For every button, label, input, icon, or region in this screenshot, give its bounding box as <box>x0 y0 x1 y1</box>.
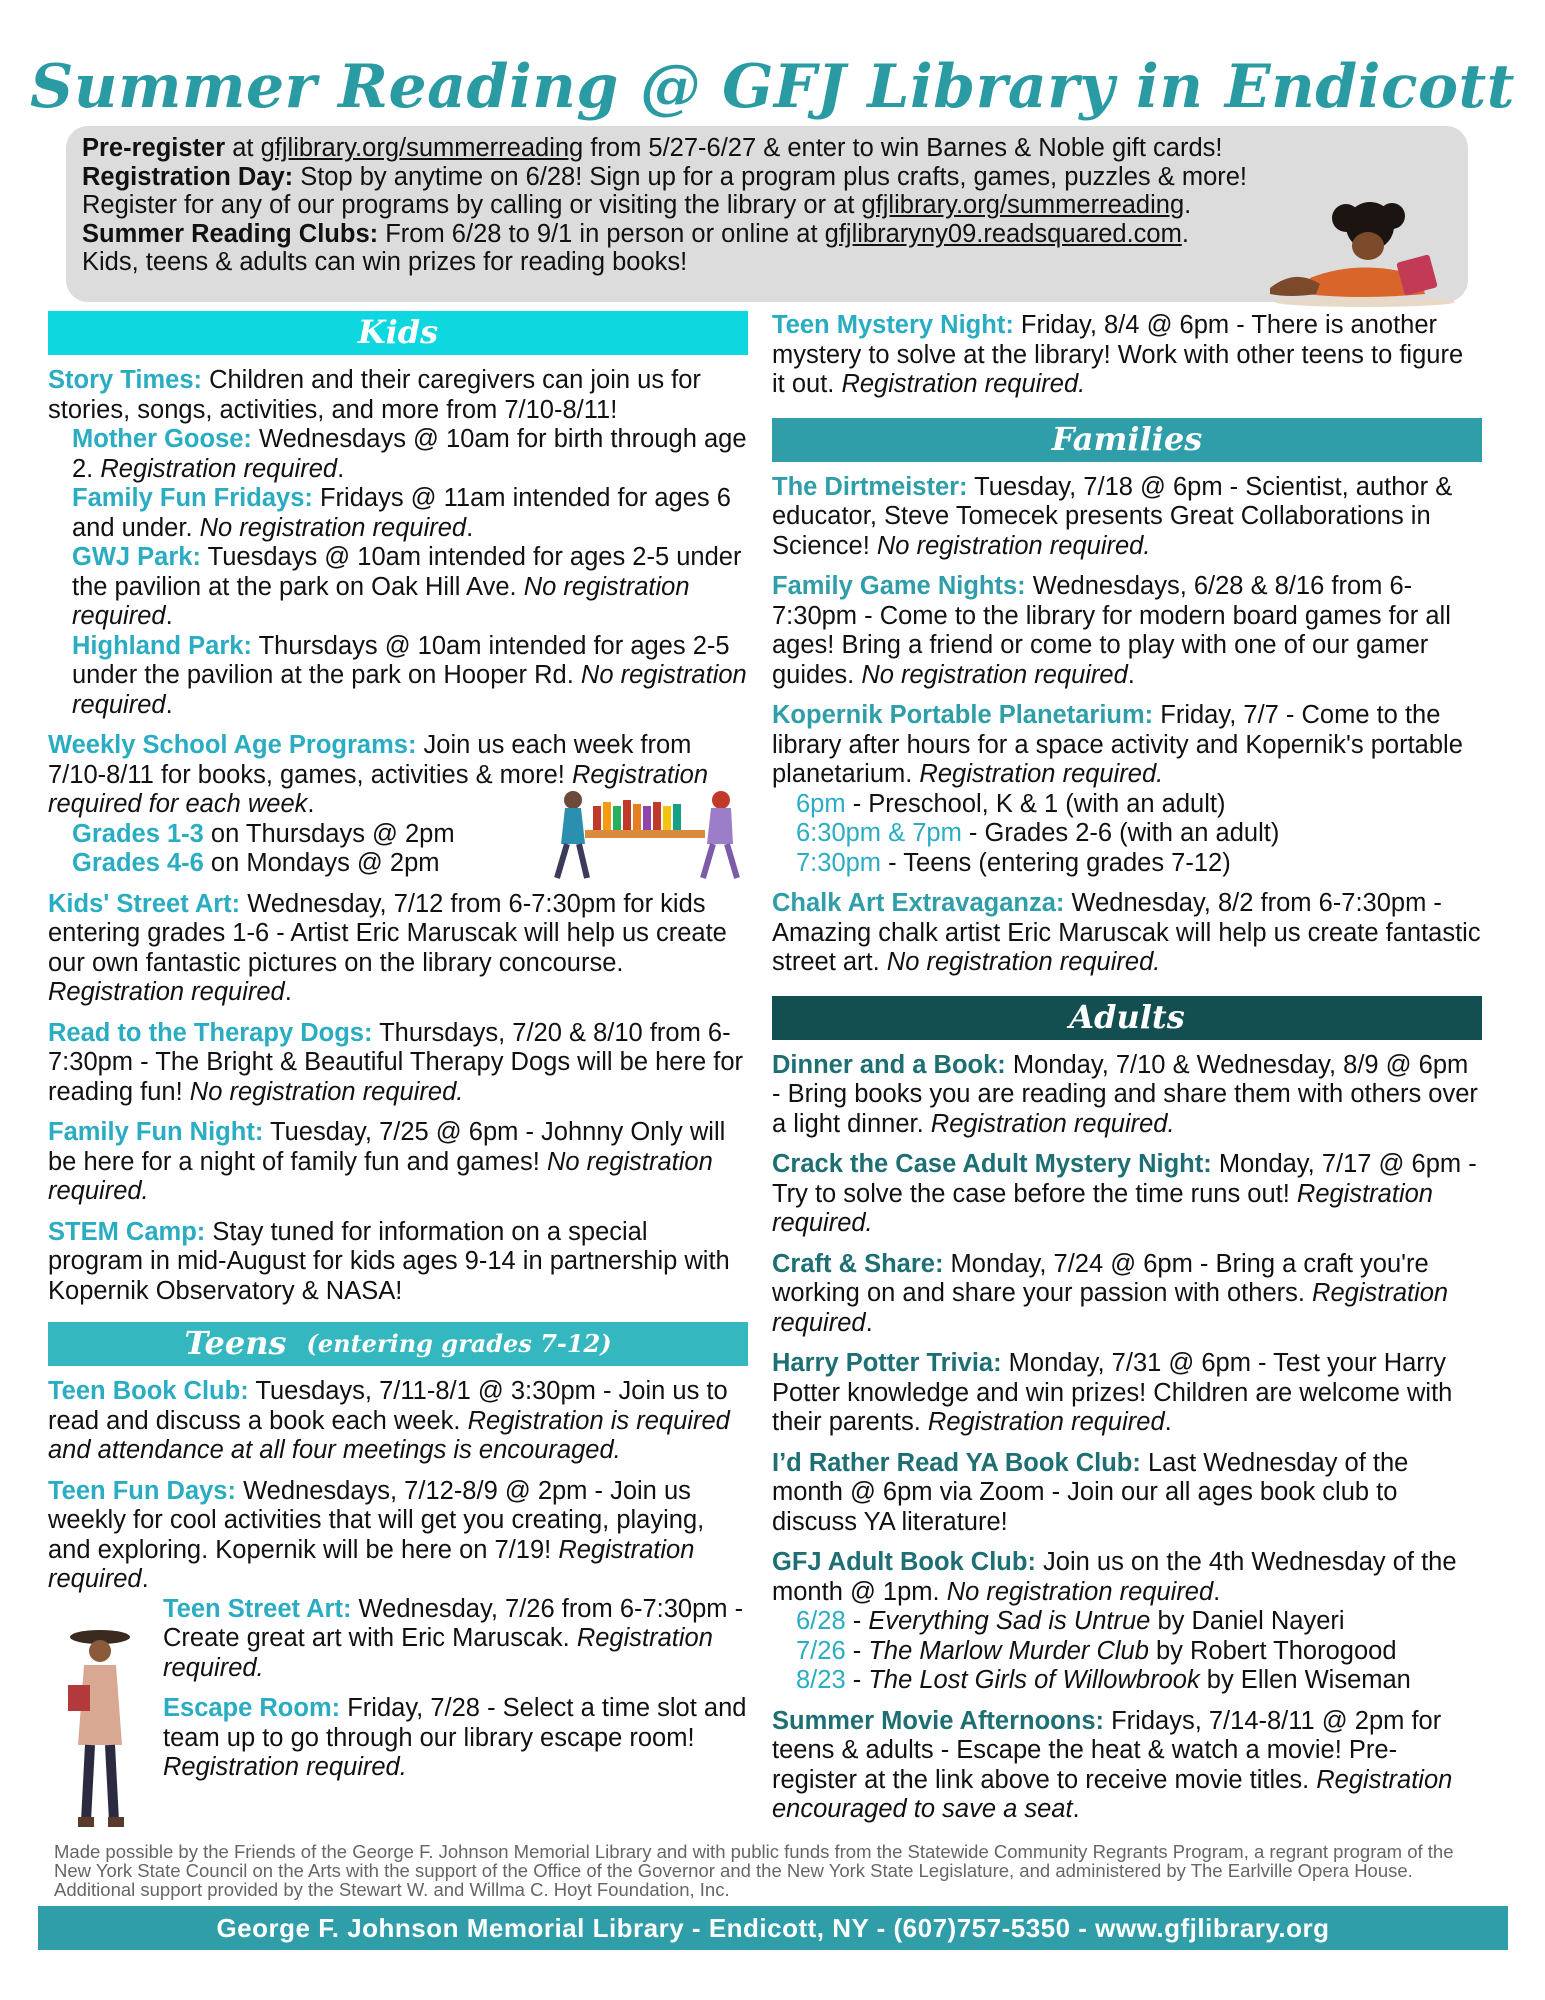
planetarium-label: Kopernik Portable Planetarium: <box>772 701 1154 729</box>
family-game-nights-label: Family Game Nights: <box>772 572 1026 600</box>
kids-street-art-label: Kids' Street Art: <box>48 889 241 918</box>
escape-room-label: Escape Room: <box>163 1694 341 1722</box>
mother-goose-label: Mother Goose: <box>72 425 252 453</box>
teen-mystery-night-label: Teen Mystery Night: <box>772 311 1014 339</box>
ya-book-club-label: I’d Rather Read YA Book Club: <box>772 1448 1141 1477</box>
intro-box: Pre-register at gfjlibrary.org/summerreading from 5/27-6/27 & enter to win Barnes & Noble gift cards! Registration Day: Stop by anytime on 6/28! Sign up for a program plus crafts, games, puzzles & more! Register for any of our programs by calling or visiting the library or at gfjlibrary.org/summerreading. Summer Reading Clubs: From 6/28 to 9/1 in person or online at gfjlibraryny09.readsquared.com. Kids, teens & adults can win prizes for reading books! <box>66 126 1468 302</box>
kids-heading: Kids <box>48 311 748 355</box>
clubs-label: Summer Reading Clubs: <box>82 219 379 248</box>
teen-fun-days-label: Teen Fun Days: <box>48 1476 236 1505</box>
highland-park-label: Highland Park: <box>72 631 252 660</box>
stem-camp-label: STEM Camp: <box>48 1217 206 1246</box>
gwj-park-label: GWJ Park: <box>72 543 201 571</box>
teens-heading: Teens (entering grades 7-12) <box>48 1322 748 1366</box>
dinner-book-label: Dinner and a Book: <box>772 1050 1006 1079</box>
funding-footnote: Made possible by the Friends of the George F. Johnson Memorial Library and with public funds from the Statewide Community Regrants Program, a regrant program of the New York State Council on the Arts with the support of the Office of the Governor and the New York State Legislature, and administered by The Earlville Opera House. Additional support provided by the Stewart W. and Willma C. Hoyt Foundation, Inc. <box>54 1841 1454 1900</box>
craft-share-label: Craft & Share: <box>772 1249 944 1278</box>
chalk-art-label: Chalk Art Extravaganza: <box>772 889 1065 917</box>
kids-carrying-books-illustration <box>545 786 745 886</box>
weekly-school-age-label: Weekly School Age Programs: <box>48 731 417 759</box>
teen-street-art-label: Teen Street Art: <box>163 1594 352 1623</box>
story-times-label: Story Times: <box>48 366 202 394</box>
summerreading-link[interactable]: gfjlibrary.org/summerreading <box>260 134 584 162</box>
clubs-line: Kids, teens & adults can win prizes for reading books! <box>82 248 688 277</box>
gfj-book-club-label: GFJ Adult Book Club: <box>772 1548 1036 1576</box>
families-heading: Families <box>772 418 1482 462</box>
harry-potter-label: Harry Potter Trivia: <box>772 1349 1002 1377</box>
left-column: Kids Story Times: Children and their caregivers can join us for stories, songs, activities, and more from 7/10-8/11! Mother Goose: Wednesdays @ 10am for birth through age 2. Registration required. Family Fun Fridays: Fridays @ 11am intended for ages 6 and under. No registration required. GWJ Park: Tuesdays @ 10am intended for ages 2-5 under the pavilion at the park on Oak Hill Ave. No registration required. Highland Park: Thursdays @ 10am intended for ages 2-5 under the pavilion at the park on Hooper Rd. No registration required. Weekly School Age Programs: Join us each week from 7/10-8/11 for books, games, activities & more! Registration required for each week. Grades 1-3 on Thursdays @ 2pm Grades 4-6 on Mondays @ 2pm Kids' Street Art: Wednesday, 7/12 from 6-7:30pm for kids entering grades 1-6 - Artist Eric Maruscak will help us create our own fantastic pictures on the library concourse. Registration required. Read to the Therapy Dogs: Thursdays, 7/20 & 8/10 from 6-7:30pm - The Bright & Beautiful Therapy Dogs will be here for reading fun! No registration required. Family Fun Night: Tuesday, 7/25 @ 6pm - Johnny Only will be here for a night of family fun and games! No registration required. STEM Camp: Stay tuned for information on a special program in mid-August for kids ages 9-14 in partnership with Kopernik Observatory & NASA! Teens (entering grades 7-12) Teen Book Club: Tuesdays, 7/11-8/1 @ 3:30pm - Join us to read and discuss a book each week. Registration is required and attendance at all four meetings is encouraged. Teen Fun Days: Wednesdays, 7/12-8/9 @ 2pm - Join us weekly for cool activities that will get you creating, playing, and exploring. Kopernik will be here on 7/19! Registration required. Teen Street Art: Wednesday, 7/26 from 6-7:30pm - Create great art with Eric Maruscak. Registration required. Escape Room: Friday, 7/28 - Select a time slot and team up to go through our library escape room! Registration required. <box>48 311 748 1783</box>
grades-1-3-label: Grades 1-3 <box>72 819 204 848</box>
right-column: Teen Mystery Night: Friday, 8/4 @ 6pm - There is another mystery to solve at the library! Work with other teens to figure it out. Registration required. Families The Dirtmeister: Tuesday, 7/18 @ 6pm - Scientist, author & educator, Steve Tomecek presents Great Collaborations in Science! No registration required. Family Game Nights: Wednesdays, 6/28 & 8/16 from 6-7:30pm - Come to the library for modern board games for all ages! Bring a friend or come to play with one of our gamer guides. No registration required. Kopernik Portable Planetarium: Friday, 7/7 - Come to the library after hours for a space activity and Kopernik's portable planetarium. Registration required. 6pm - Preschool, K & 1 (with an adult) 6:30pm & 7pm - Grades 2-6 (with an adult) 7:30pm - Teens (entering grades 7-12) Chalk Art Extravaganza: Wednesday, 8/2 from 6-7:30pm - Amazing chalk artist Eric Maruscak will help us create fantastic street art. No registration required. Adults Dinner and a Book: Monday, 7/10 & Wednesday, 8/9 @ 6pm - Bring books you are reading and share them with others over a light dinner. Registration required. Crack the Case Adult Mystery Night: Monday, 7/17 @ 6pm - Try to solve the case before the time runs out! Registration required. Craft & Share: Monday, 7/24 @ 6pm - Bring a craft you're working on and share your passion with others. Registration required. Harry Potter Trivia: Monday, 7/31 @ 6pm - Test your Harry Potter knowledge and win prizes! Children are welcome with their parents. Registration required. I’d Rather Read YA Book Club: Last Wednesday of the month @ 6pm via Zoom - Join our all ages book club to discuss YA literature! GFJ Adult Book Club: Join us on the 4th Wednesday of the month @ 1pm. No registration required. 6/28 - Everything Sad is Untrue by Daniel Nayeri 7/26 - The Marlow Murder Club by Robert Thorogood 8/23 - The Lost Girls of Willowbrook by Ellen Wiseman Summer Movie Afternoons: Fridays, 7/14-8/11 @ 2pm for teens & adults - Escape the heat & watch a movie! Pre-register at the link above to receive movie titles. Registration encouraged to save a seat. <box>772 311 1481 1823</box>
grades-4-6-label: Grades 4-6 <box>72 849 204 877</box>
movie-afternoons-label: Summer Movie Afternoons: <box>772 1706 1105 1735</box>
page-title: Summer Reading @ GFJ Library in Endicott <box>30 52 1515 122</box>
footer-bar: George F. Johnson Memorial Library - Endicott, NY - (607)757-5350 - www.gfjlibrary.org <box>38 1906 1508 1950</box>
therapy-dogs-label: Read to the Therapy Dogs: <box>48 1018 373 1047</box>
summerreading-link-2[interactable]: gfjlibrary.org/summerreading <box>861 191 1185 220</box>
adults-heading: Adults <box>772 996 1482 1040</box>
prereg-label: Pre-register <box>82 134 226 162</box>
teen-book-club-label: Teen Book Club: <box>48 1377 249 1405</box>
family-fun-night-label: Family Fun Night: <box>48 1118 264 1146</box>
reading-girl-illustration <box>1250 198 1480 308</box>
teen-with-book-illustration <box>50 1625 150 1835</box>
crack-case-label: Crack the Case Adult Mystery Night: <box>772 1150 1212 1178</box>
readsquared-link[interactable]: gfjlibraryny09.readsquared.com <box>824 219 1182 248</box>
regday-label: Registration Day: <box>82 162 294 191</box>
family-fun-fridays-label: Family Fun Fridays: <box>72 484 313 512</box>
dirtmeister-label: The Dirtmeister: <box>772 472 968 501</box>
